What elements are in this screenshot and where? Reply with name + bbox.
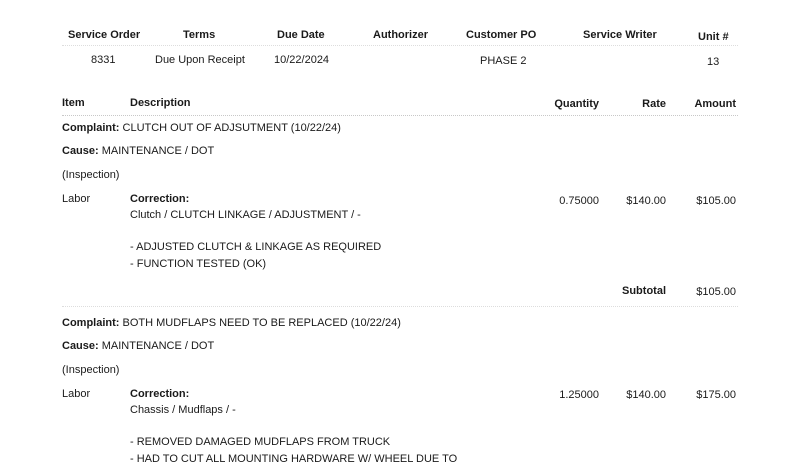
line-item-quantity: 0.75000 xyxy=(559,195,599,207)
cause-note: (Inspection) xyxy=(62,169,120,181)
correction-detail: - HAD TO CUT ALL MOUNTING HARDWARE W/ WHEEL DUE TO xyxy=(130,453,458,465)
service-order-value: 8331 xyxy=(91,54,116,66)
cause-line xyxy=(62,340,214,352)
line-item-type: Labor xyxy=(62,388,91,400)
correction-detail: - REMOVED DAMAGED MUDFLAPS FROM TRUCK xyxy=(130,436,391,448)
line-item-rate: $140.00 xyxy=(626,389,666,401)
correction-path: Chassis / Mudflaps / - xyxy=(130,404,236,416)
line-item-amount: $175.00 xyxy=(696,389,736,401)
terms-value: Due Upon Receipt xyxy=(155,54,245,66)
complaint-text: CLUTCH OUT OF ADJSUTMENT (10/22/24) xyxy=(122,122,341,134)
header-unit-label: Unit # xyxy=(698,31,729,43)
due-date-value: 10/22/2024 xyxy=(274,54,330,66)
customer-po-value: PHASE 2 xyxy=(480,55,527,67)
cause-line xyxy=(62,145,214,157)
line-item-quantity: 1.25000 xyxy=(559,389,599,401)
line-item-rate: $140.00 xyxy=(626,195,666,207)
correction-detail: - ADJUSTED CLUTCH & LINKAGE AS REQUIRED xyxy=(130,241,382,253)
cause-label: Cause: xyxy=(62,145,99,157)
cause-text: MAINTENANCE / DOT xyxy=(101,145,215,157)
complaint-line xyxy=(62,317,401,329)
header-terms-label: Terms xyxy=(183,29,216,41)
col-amount-header: Amount xyxy=(694,98,736,110)
header-due-date-label: Due Date xyxy=(277,29,325,41)
line-item-amount: $105.00 xyxy=(696,195,736,207)
complaint-line xyxy=(62,122,341,134)
col-item-header: Item xyxy=(62,97,85,109)
subtotal-amount: $105.00 xyxy=(696,286,736,298)
section-divider xyxy=(62,306,738,307)
correction-detail: - FUNCTION TESTED (OK) xyxy=(130,258,267,270)
header-customer-po-label: Customer PO xyxy=(466,29,537,41)
col-description-header: Description xyxy=(130,97,191,109)
header-authorizer-label: Authorizer xyxy=(373,29,428,41)
cause-label: Cause: xyxy=(62,340,99,352)
correction-label: Correction: xyxy=(130,193,190,205)
complaint-label: Complaint: xyxy=(62,317,120,329)
correction-path: Clutch / CLUTCH LINKAGE / ADJUSTMENT / - xyxy=(130,209,361,221)
cause-note: (Inspection) xyxy=(62,364,120,376)
header-divider xyxy=(62,45,738,46)
table-header-divider xyxy=(62,115,738,116)
cause-text: MAINTENANCE / DOT xyxy=(101,340,215,352)
complaint-label: Complaint: xyxy=(62,122,120,134)
col-quantity-header: Quantity xyxy=(554,98,599,110)
col-rate-header: Rate xyxy=(642,98,666,110)
correction-label: Correction: xyxy=(130,388,190,400)
header-service-order-label: Service Order xyxy=(68,29,141,41)
complaint-text: BOTH MUDFLAPS NEED TO BE REPLACED (10/22/24) xyxy=(122,317,401,329)
unit-value: 13 xyxy=(707,56,720,68)
header-service-writer-label: Service Writer xyxy=(583,29,657,41)
line-item-type: Labor xyxy=(62,193,91,205)
subtotal-label: Subtotal xyxy=(622,285,666,297)
